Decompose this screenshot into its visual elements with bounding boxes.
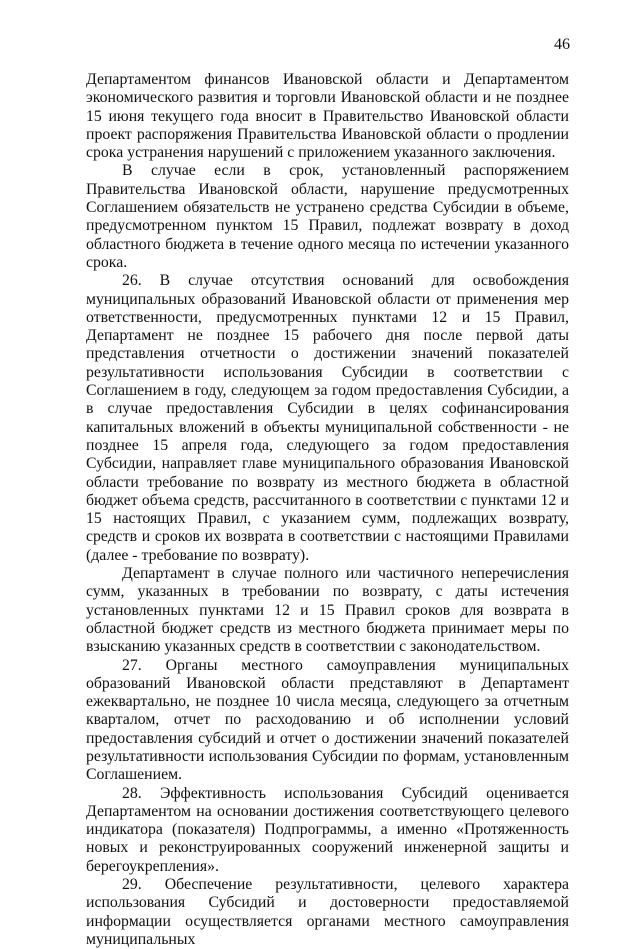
paragraph-item-28: 28. Эффективность использования Субсидий оценивается Департаментом на основании достижения соответствующего целевого индикатора (показателя) Подпрограммы, а именно «Протяженность новых и реконструированных сооружений инженерной защиты и берегоукрепления».: [86, 784, 569, 875]
paragraph-item-26: 26. В случае отсутствия оснований для освобождения муниципальных образований Ивановской области от применения мер ответственности, предусмотренных пунктами 12 и 15 Правил, Департамент не позднее 15 рабочего дня после первой даты представления отчетности о достижении значений показателей результативности использования Субсидии в соответствии с Соглашением в году, следующем за годом предоставления Субсидии, а в случае предоставления Субсидии в целях софинансирования капитальных вложений в объекты муниципальной собственности - не позднее 15 апреля года, следующего за годом предоставления Субсидии, направляет главе муниципального образования Ивановской области требование по возврату из местного бюджета в областной бюджет объема средств, рассчитанного в соответствии с пунктами 12 и 15 настоящих Правил, с указанием сумм, подлежащих возврату, средств и сроков их возврата в соответствии с настоящими Правилами (далее - требование по возврату).: [86, 272, 569, 564]
paragraph-item-29: 29. Обеспечение результативности, целевого характера использования Субсидий и достоверности предоставляемой информации осуществляется органами местного самоуправления муниципальных: [86, 876, 569, 948]
paragraph-deadline-violation: В случае если в срок, установленный распоряжением Правительства Ивановской области, нарушение предусмотренных Соглашением обязательств не устранено средства Субсидии в объеме, предусмотренном пунктом 15 Правил, подлежат возврату в доход областного бюджета в течение одного месяца по истечении указанного срока.: [86, 162, 569, 271]
document-body: [86, 71, 569, 949]
paragraph-continuation: Департаментом финансов Ивановской области и Департаментом экономического развития и торговли Ивановской области и не позднее 15 июня текущего года вносит в Правительство Ивановской области проект распоряжения Правительства Ивановской области о продлении срока устранения нарушений с приложением указанного заключения.: [86, 71, 569, 162]
paragraph-item-27: 27. Органы местного самоуправления муниципальных образований Ивановской области представляют в Департамент ежеквартально, не позднее 10 числа месяца, следующего за отчетным кварталом, отчет по расходованию и об исполнении условий предоставления субсидий и отчет о достижении значений показателей результативности использования Субсидии по формам, установленным Соглашением.: [86, 656, 569, 784]
page-number: 46: [554, 36, 570, 53]
paragraph-recovery-measures: Департамент в случае полного или частичного неперечисления сумм, указанных в требовании по возврату, с даты истечения установленных пунктами 12 и 15 Правил сроков для возврата в областной бюджет средств из местного бюджета принимает меры по взысканию указанных средств в соответствии с законодательством.: [86, 565, 569, 656]
